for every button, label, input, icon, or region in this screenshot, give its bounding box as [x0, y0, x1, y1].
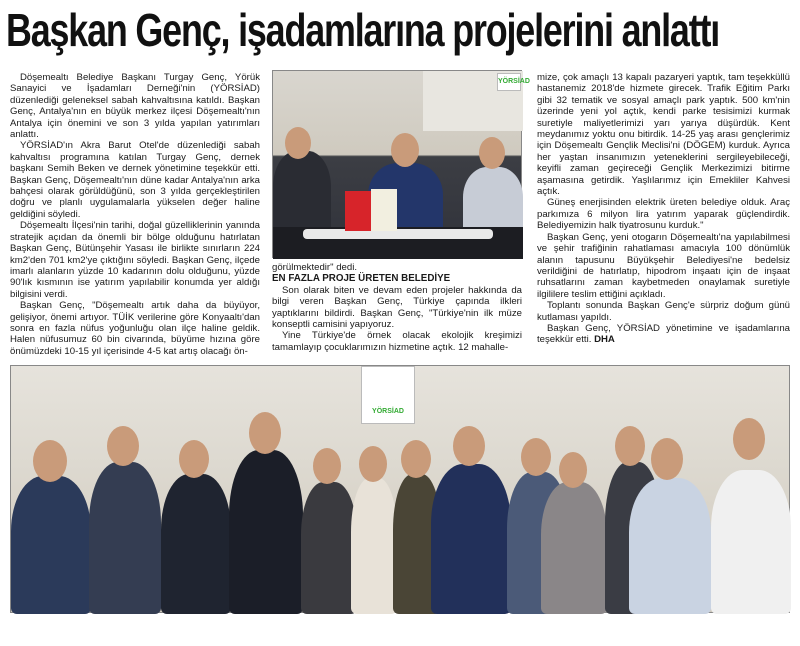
paragraph: görülmektedir" dedi. — [272, 262, 357, 273]
paragraph: Güneş enerjisinden elektrik üreten belediye olduk. Araç parkımıza 6 milyon lira yatırım yaparak güçlendirdik. Belediyemizin halk tiyatrosunu kurduk." — [537, 197, 790, 232]
paragraph: Başkan Genç, "Döşemealtı artık daha da büyüyor, gelişiyor, önemi artıyor. TÜİK verilerine göre Konyaaltı'dan sonra en fazla nüfus yoğunluğu olan ilçe haline geldik. Halen nüfusumuz 60 bin civarında, büyüme hızına göre önümüzdeki 10-15 yıl içerisinde 4-5 kat artış olacağı ön- — [10, 300, 260, 357]
yorsiad-logo: YÖRSİAD — [497, 73, 521, 91]
paragraph: Döşemealtı İlçesi'nin tarihi, doğal güzelliklerinin yanında stratejik açıdan da önemli bir bölge olduğunu hatırlatan Başkan Genç, Bütünşehir Yasası ile birlikte sınırların 224 km2'den 701 km2'ye çıktığını söyledi. Başkan Genç, ilçede imarlı alanların yüzde 10 kadarının dolu olduğunu, yüzde 90'lık kısmının ise yatırım yapılabilir konumda yer aldığı bilgisini verdi. — [10, 220, 260, 300]
paragraph: Başkan Genç, yeni otogarın Döşemealtı'na yapılabilmesi ve şehir trafiğinin rahatlaması amacıyla 100 dönümlük alanın tapusunu Büyükşehir Belediyesi'ne bedelsiz verildiğini de hatırlatıp, hipodrom inşaatı için de inşaat ruhsatlarını zaman kaybetmeden onaylamak suretiyle ilgililere teslim ettiğini açıkladı. — [537, 231, 790, 300]
article-column-2 — [272, 262, 522, 353]
paragraph — [537, 323, 790, 346]
paragraph: YÖRSİAD'ın Akra Barut Otel'de düzenlediği sabah kahvaltısı programına katılan Turgay Genç, dernek başkanı Semih Beken ve dernek yönetimine teşekkür etti. Başkan Genç, Döşemealtı'nın düne kadar Antalya'nın arka bahçesi olarak görüldüğünü, son 3 yılda gerçekleştirilen doğru ve planlı uygulamalarla yükselen değer haline geldiğini söyledi. — [10, 140, 260, 220]
yorsiad-banner: YÖRSİAD — [361, 366, 415, 424]
news-agency-credit: DHA — [594, 334, 615, 346]
photo-group — [10, 365, 790, 613]
paragraph: Yine Türkiye'de örnek olacak ekolojik kreşimizi tamamlayıp çocuklarımızın hizmetine açtık. 12 mahalle- — [272, 330, 522, 353]
paragraph: mize, çok amaçlı 13 kapalı pazaryeri yaptık, tam teşekküllü hastanemiz 2018'de hizmete girecek. Trafik Eğitim Parkı gibi 32 tematik ve sosyal amaçlı park yaptık. 500 km'nin üzerinde yeni yol açtık, kendi parke tesisimizi kurmak suretiyle maliyetlerimizi yarı yarıya düşürdük. Kent meydanımız yoktu onu bitirdik. 14-25 yaş arası gençlerimiz için Döşemealtı Gençlik Meclisi'ni (DÖGEM) kurduk. Ayrıca her yaştan insanımızın yeteneklerini sergileyebileceği, keyifli zaman geçireceği Gençlik Merkezimizi bitirme aşamasına getirdik. Yaşlılarımız için Emekliler Kahvesi açtık. — [537, 72, 790, 198]
headline: Başkan Genç, işadamlarına projelerini anlattı — [6, 4, 720, 56]
paragraph-text: Başkan Genç, YÖRSİAD yönetimine ve işadamlarına teşekkür etti. — [537, 322, 790, 346]
paragraph: Toplantı sonunda Başkan Genç'e sürpriz doğum günü kutlaması yapıldı. — [537, 300, 790, 323]
photo-panel-speakers — [272, 70, 530, 258]
association-flag-icon — [371, 189, 397, 231]
article-column-3 — [537, 72, 790, 346]
turkish-flag-icon — [345, 191, 371, 231]
article-column-1 — [10, 72, 260, 357]
paragraph: Son olarak biten ve devam eden projeler hakkında da bilgi veren Başkan Genç, Türkiye çapında ilkleri yaptıklarını bildirdi. Başkan Genç, "Türkiye'nin ilk müze konseptli camisini yapıyoruz. — [272, 284, 522, 331]
paragraph: Döşemealtı Belediye Başkanı Turgay Genç, Yörük Sanayici ve İşadamları Derneği'nin (YÖRSİAD) düzenlediği geleneksel sabah kahvaltısına katıldı. Başkan Genç, Antalya'nın en büyük merkez ilçesi Döşemealtı'nın Antalya için önemini ve son 3 yılda yapılan yatırımları anlattı. — [10, 72, 260, 141]
subheading: EN FAZLA PROJE ÜRETEN BELEDİYE — [272, 273, 451, 285]
